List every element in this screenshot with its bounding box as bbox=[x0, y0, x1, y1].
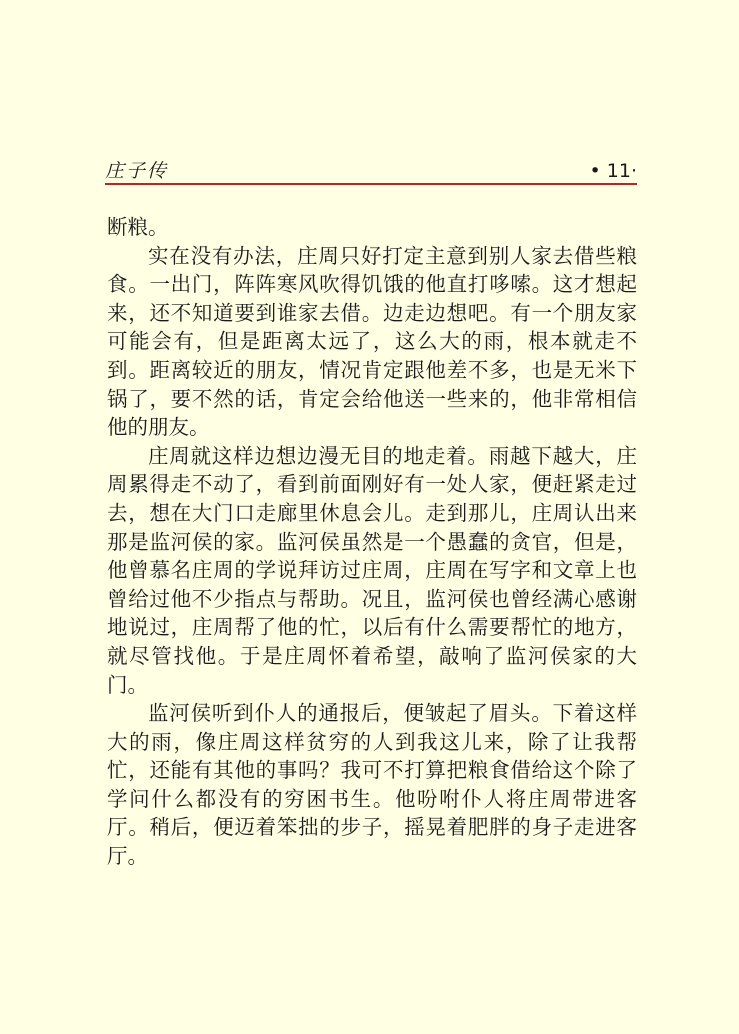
header-rule bbox=[105, 183, 637, 185]
running-header bbox=[105, 158, 637, 184]
book-title: 庄子传 bbox=[105, 160, 169, 182]
page-number: • 11· bbox=[589, 160, 637, 182]
body-text bbox=[107, 213, 637, 871]
paragraph: 庄周就这样边想边漫无目的地走着。雨越下越大，庄周累得走不动了，看到前面刚好有一处人家，便赶紧走过去，想在大门口走廊里休息会儿。走到那儿，庄周认出来那是监河侯的家。监河侯虽然是一个愚蠢的贪官，但是，他曾慕名庄周的学说拜访过庄周，庄周在写字和文章上也曾给过他不少指点与帮助。况且，监河侯也曾经满心感谢地说过，庄周帮了他的忙，以后有什么需要帮忙的地方，就尽管找他。于是庄周怀着希望，敲响了监河侯家的大门。 bbox=[107, 443, 637, 697]
paragraph: 实在没有办法，庄周只好打定主意到别人家去借些粮食。一出门，阵阵寒风吹得饥饿的他直打哆嗦。这才想起来，还不知道要到谁家去借。边走边想吧。有一个朋友家可能会有，但是距离太远了，这么大的雨，根本就走不到。距离较近的朋友，情况肯定跟他差不多，也是无米下锅了，要不然的话，肯定会给他送一些来的，他非常相信他的朋友。 bbox=[107, 243, 637, 440]
paragraph: 监河侯听到仆人的通报后，便皱起了眉头。下着这样大的雨，像庄周这样贫穷的人到我这儿来，除了让我帮忙，还能有其他的事吗？我可不打算把粮食借给这个除了学问什么都没有的穷困书生。他吩咐仆人将庄周带进客厅。稍后，便迈着笨拙的步子，摇晃着肥胖的身子走进客厅。 bbox=[107, 701, 637, 869]
paragraph: 断粮。 bbox=[107, 215, 169, 239]
